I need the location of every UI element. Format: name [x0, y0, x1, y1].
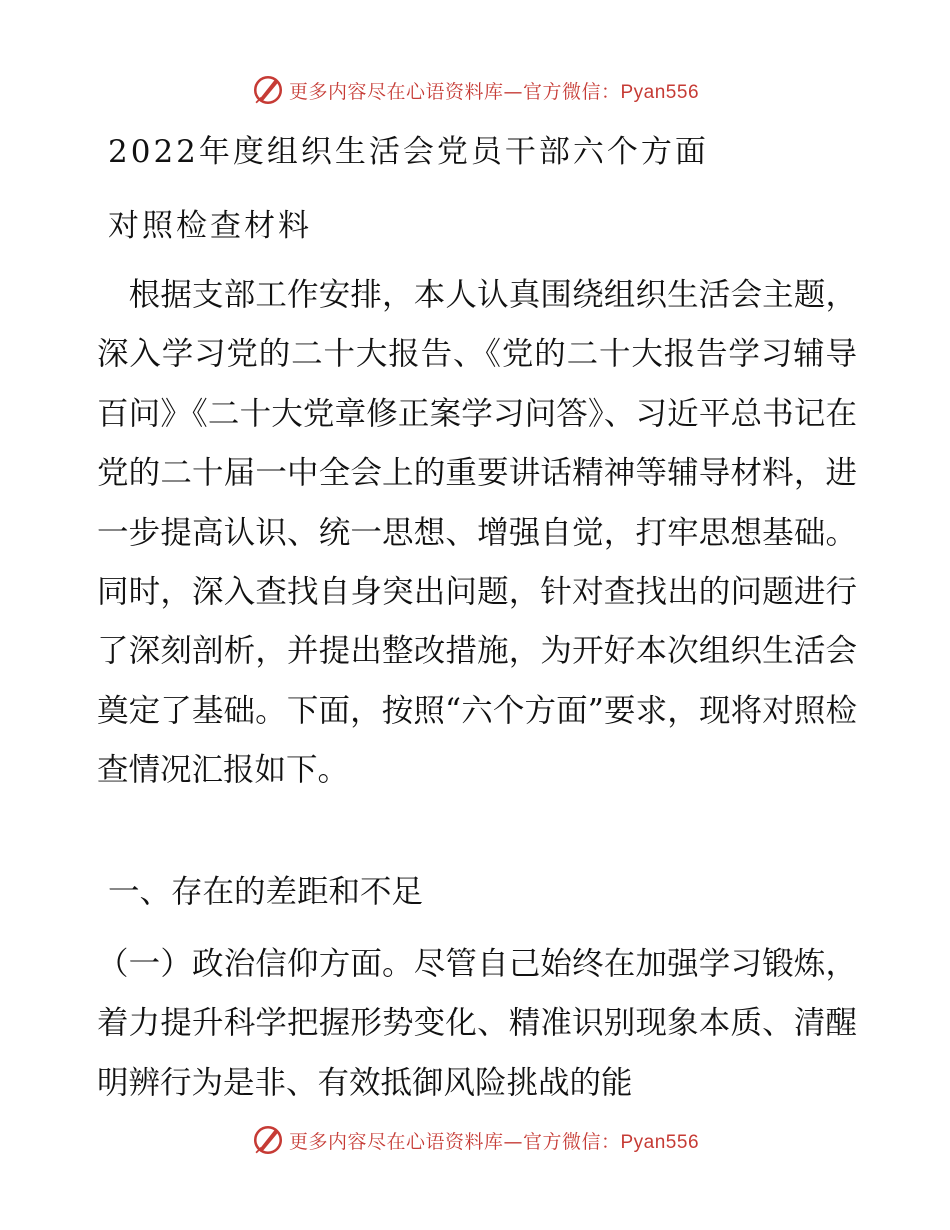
document-title-line-1: 2022年度组织生活会党员干部六个方面	[108, 134, 709, 170]
wechat-handle: Pyan556	[620, 1131, 700, 1153]
document-title-line-2: 对照检查材料	[108, 208, 312, 244]
banner-text: 更多内容尽在心语资料库—官方微信：Pyan556	[288, 1130, 700, 1153]
wechat-handle: Pyan556	[620, 81, 700, 103]
quill-pen-circle-logo-icon	[251, 73, 285, 107]
banner-text: 更多内容尽在心语资料库—官方微信：Pyan556	[288, 80, 700, 103]
section-heading: 一、存在的差距和不足	[108, 874, 424, 910]
quill-pen-circle-logo-icon	[251, 1123, 285, 1157]
section-paragraph: （一）政治信仰方面。尽管自己始终在加强学习锻炼，着力提升科学把握形势变化、精准识别现象本质、清醒明辨行为是非、有效抵御风险挑战的能	[97, 946, 857, 1101]
header-banner	[0, 70, 950, 110]
footer-banner	[0, 1120, 950, 1160]
intro-paragraph: 根据支部工作安排，本人认真围绕组织生活会主题，深入学习党的二十大报告、《党的二十大报告学习辅导百问》《二十大党章修正案学习问答》、习近平总书记在党的二十届一中全会上的重要讲话精神等辅导材料，进一步提高认识、统一思想、增强自觉，打牢思想基础。同时，深入查找自身突出问题，针对查找出的问题进行了深刻剖析，并提出整改措施，为开好本次组织生活会奠定了基础。下面，按照“六个方面”要求，现将对照检查情况汇报如下。	[97, 277, 857, 789]
